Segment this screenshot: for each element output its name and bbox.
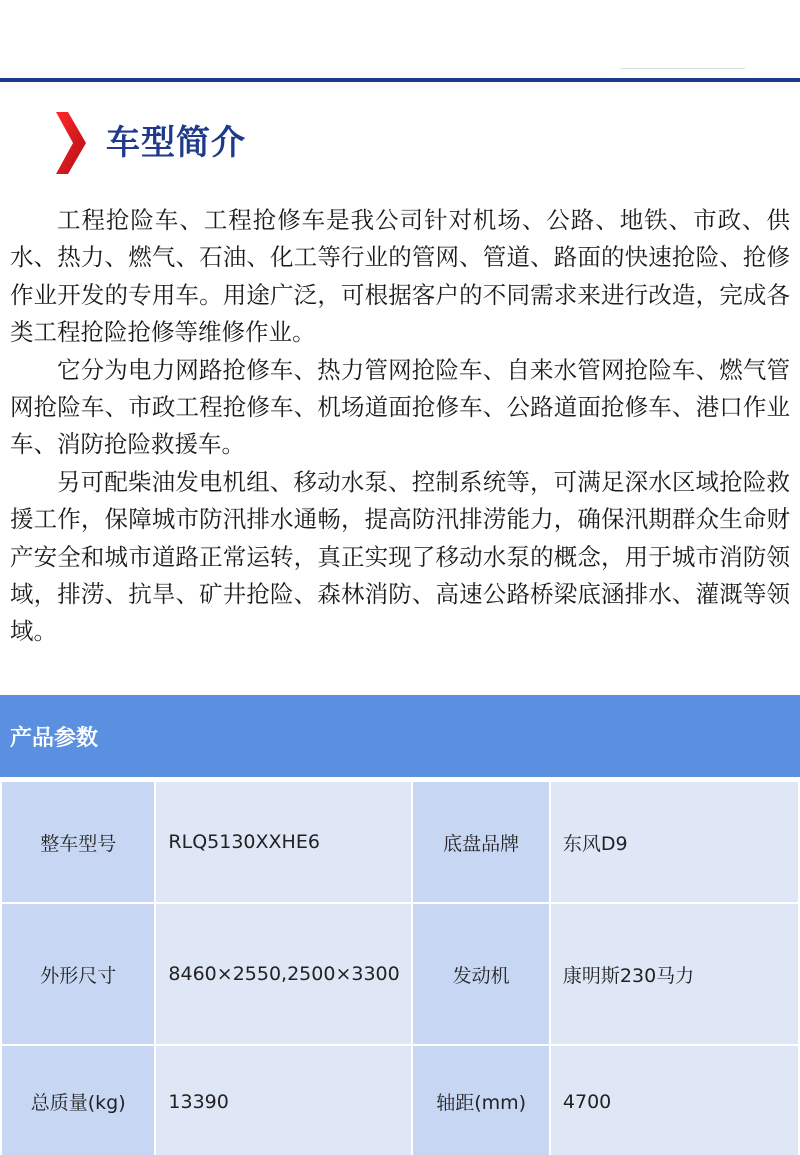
table-row [1, 903, 799, 1045]
intro-text [10, 202, 790, 651]
spec-value: 4700 [550, 1045, 799, 1155]
spec-key: 总质量(kg) [1, 1045, 155, 1155]
spec-value: 东风D9 [550, 781, 799, 903]
spec-key: 外形尺寸 [1, 903, 155, 1045]
table-row [1, 781, 799, 903]
params-title: 产品参数 [10, 725, 99, 751]
spec-key: 底盘品牌 [412, 781, 550, 903]
intro-paragraph: 它分为电力网路抢修车、热力管网抢险车、自来水管网抢险车、燃气管网抢险车、市政工程抢修车、机场道面抢修车、公路道面抢修车、港口作业车、消防抢险救援车。 [10, 355, 790, 459]
header-faint-line [620, 68, 745, 69]
header-rule [0, 78, 800, 82]
spec-key: 整车型号 [1, 781, 155, 903]
spec-value: RLQ5130XXHE6 [155, 781, 412, 903]
intro-paragraph: 工程抢险车、工程抢修车是我公司针对机场、公路、地铁、市政、供水、热力、燃气、石油、化工等行业的管网、管道、路面的快速抢险、抢修作业开发的专用车。用途广泛，可根据客户的不同需求来进行改造，完成各类工程抢险抢修等维修作业。 [10, 206, 790, 347]
table-row [1, 1045, 799, 1155]
spec-value: 8460×2550,2500×3300 [155, 903, 412, 1045]
spec-key: 发动机 [412, 903, 550, 1045]
spec-key: 轴距(mm) [412, 1045, 550, 1155]
section-title: 车型简介 [106, 123, 246, 163]
section-header [56, 112, 246, 174]
red-chevron-icon [56, 112, 86, 174]
params-header-bar [0, 695, 800, 777]
spec-value: 康明斯230马力 [550, 903, 799, 1045]
spec-value: 13390 [155, 1045, 412, 1155]
spec-table [0, 780, 800, 1155]
intro-paragraph: 另可配柴油发电机组、移动水泵、控制系统等，可满足深水区域抢险救援工作，保障城市防汛排水通畅，提高防汛排涝能力，确保汛期群众生命财产安全和城市道路正常运转，真正实现了移动水泵的概念，用于城市消防领域，排涝、抗旱、矿井抢险、森林消防、高速公路桥梁底涵排水、灌溉等领域。 [10, 467, 790, 646]
